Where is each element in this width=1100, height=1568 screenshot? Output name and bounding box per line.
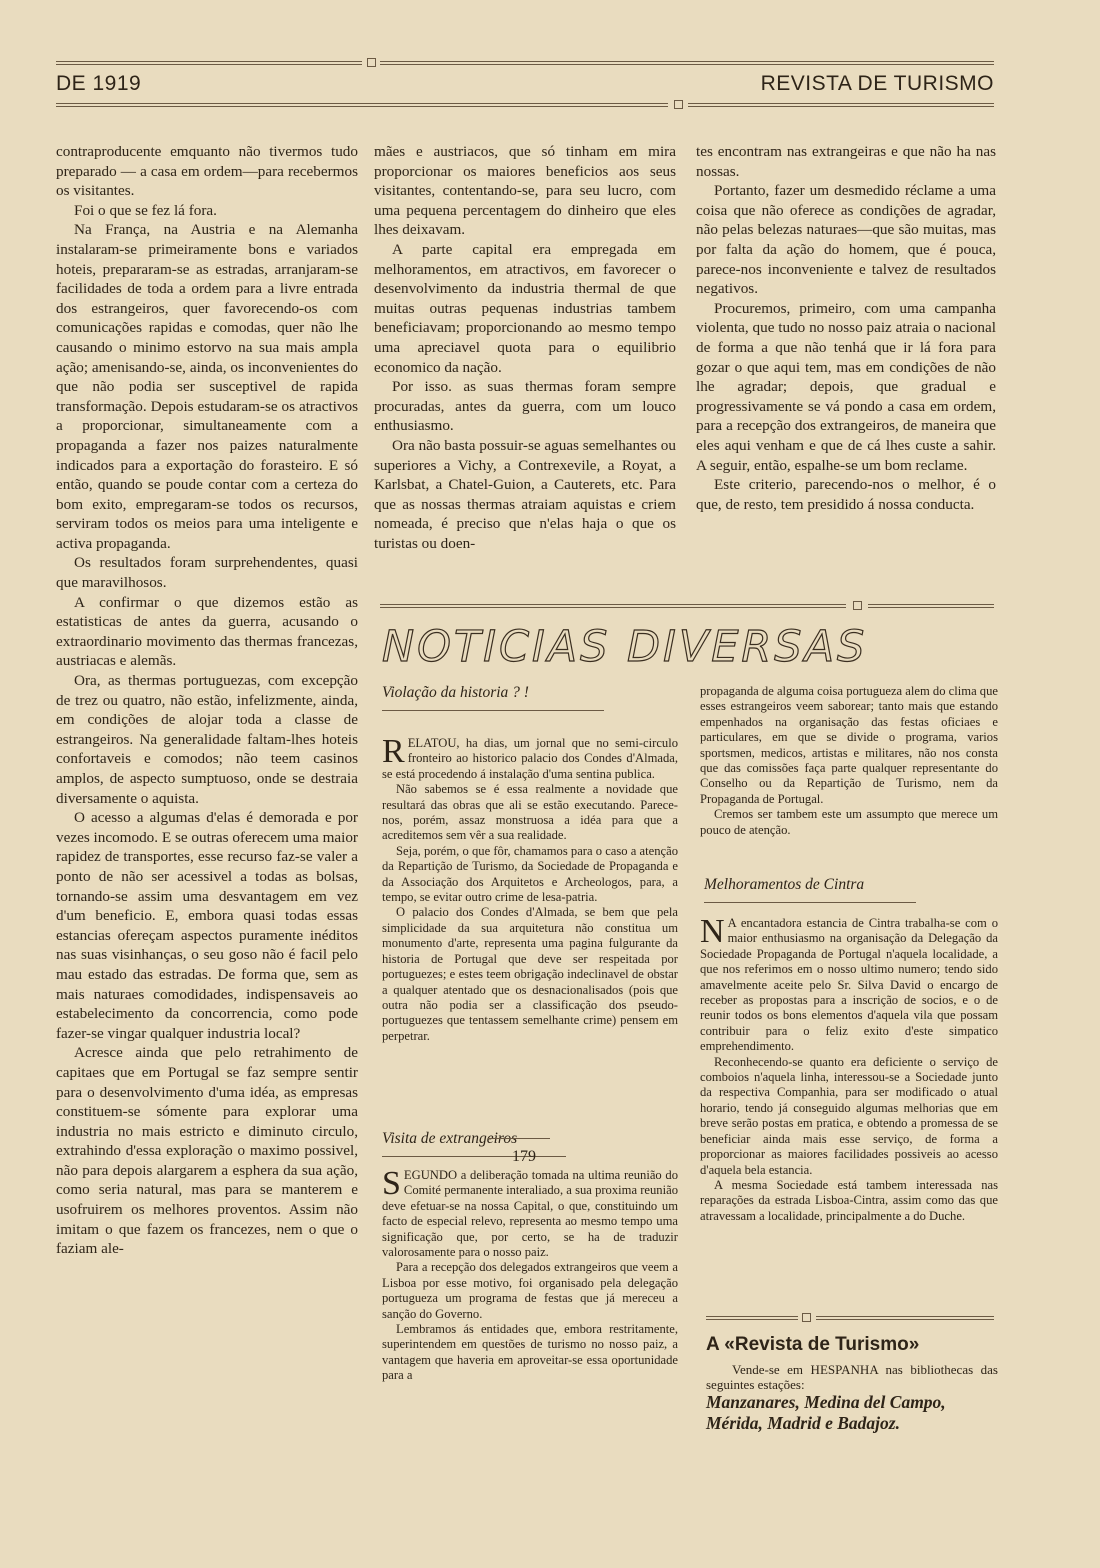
article-para: Para a recepção dos delegados extrangeiros que veem a Lisboa por esse motivo, foi organisado pela delegação portugueza um programa de festas que já mereceu a sanção do Governo. bbox=[382, 1260, 678, 1321]
article-para: propaganda de alguma coisa portugueza alem do clima que esses estrangeiros veem saborear; tanto mais que estando empenhados na organisação das festas oficiaes e particulares, em que se divide o programa, varios sportsmen, medicos, artistas e militares, não nos consta que das comissões faça parte qualquer representante do Conselho ou da Repartição de Turismo, nem da Propaganda de Portugal. bbox=[700, 684, 998, 806]
article-para: Seja, porém, o que fôr, chamamos para o caso a atenção da Repartição de Turismo, da Sociedade de Propaganda e da Associação dos Arquitetos e Archeologos, para, a tempo, se evitar outro crime de lesa-patria. bbox=[382, 843, 678, 905]
col3-para: Este criterio, parecendo-nos o melhor, é o que, de resto, tem presidido á nossa conducta. bbox=[696, 476, 996, 513]
article-para: EGUNDO a deliberação tomada na ultima reunião do Comité permanente interaliado, a sua proxima reunião deve efetuar-se na nossa Capital, o que, constituindo um facto de especial relevo, representa ao mesmo tempo uma significação que, por certo, se ha de traduzir valorosamente para o nosso paiz. bbox=[382, 1168, 678, 1260]
section-rule-left bbox=[380, 604, 846, 608]
header-left: DE 1919 bbox=[56, 72, 142, 95]
article-para: ELATOU, ha dias, um jornal que no semi-circulo fronteiro ao historico palacio dos Condes d'Almada, se está procedendo á instalação d'uma sentina publica. bbox=[382, 736, 678, 781]
ad-rule-ornament bbox=[802, 1313, 811, 1322]
article-para: Não sabemos se é essa realmente a novidade que resultará das obras que ali se estão executando. Parece-nos, porém, assaz monstruosa a idéa para que a acreditemos sem vêr a sua realidade. bbox=[382, 782, 678, 843]
col3-para: Procuremos, primeiro, com uma campanha violenta, que tudo no nosso paiz atraia o nacional de forma a que não tenhá que ir lá fora para gozar o que aqui tem, mas em condições de não lhe agradar; depois, que gradual e progressivamente se vá pondo a casa em ordem, para a recepção dos extrangeiros, de maneira que eles aqui venham e que de cá lhes custe a sahir. A seguir, então, espalhe-se um bom reclame. bbox=[696, 299, 996, 474]
article-continuation bbox=[700, 684, 998, 838]
col1-para: O acesso a algumas d'elas é demorada e por vezes incomodo. E se outras oferecem uma maior rapidez de transportes, esse recurso faz-se valer a ponto de não ser acessivel a todas as bolsas, tornando-se assim uma desvantagem em vez d'um beneficio. E, embora quasi todas essas estancias ofereçam aspectos puramente inéditos nas suas visinhanças, o seu goso não é facil pelo mau estado das estradas. De forma que, sem as mais naturaes comodidades, indispensaveis ao estabelecimento da concorrencia, como pode fazer-se vingar qualquer industria local? bbox=[56, 809, 358, 1042]
col1-para: A confirmar o que dizemos estão as estatisticas de antes da guerra, acusando o extraordinario movimento das thermas francezas, austriacas e alemãs. bbox=[56, 593, 358, 670]
column-2 bbox=[374, 142, 676, 553]
page-number-rule bbox=[488, 1138, 550, 1139]
top-rule-ornament bbox=[367, 58, 376, 67]
header-right: REVISTA DE TURISMO bbox=[760, 72, 994, 95]
col1-para: Os resultados foram surprehendentes, quasi que maravilhosos. bbox=[56, 554, 358, 592]
col2-para: mães e austriacos, que só tinham em mira proporcionar os maiores beneficios aos seus visitantes, contentando-se, para seu lucro, com uma pequena percentagem do dinheiro que eles lhes deixavam. bbox=[374, 143, 676, 239]
article-title-visita: Visita de extrangeiros bbox=[382, 1130, 518, 1147]
col1-para: Na França, na Austria e na Alemanha instalaram-se primeiramente bons e variados hoteis, prepararam-se as estradas, arranjaram-se facilidades de toda a ordem para a livre entrada dos estrangeiros, quer favorecendo-os com comunicações rapidas e comodas, quer não lhe causando o minimo estorvo na sua mais ampla ação; amenisando-se, ainda, os inconvenientes do que não podia ser susceptivel de rapida transformação. Depois estudaram-se os atractivos a proporcionar, simultaneamente com a propaganda a fazer nos paizes naturalmente indicados para a exportação do forasteiro. E só então, quando se poude contar com a certeza do bom exito, empregaram-se todos os recursos, serviram todos os meios para uma inteligente e activa propaganda. bbox=[56, 221, 358, 552]
article-violacao bbox=[382, 733, 678, 1044]
header-rule-right bbox=[688, 103, 994, 107]
article-para: O palacio dos Condes d'Almada, se bem que pela simplicidade da sua arquitetura não constitua um monumento d'arte, representa uma pagina fulgurante da historia de Portugal que deve ser respeitada por portuguezes; e estes teem obrigação indeclinavel de obstar a qualquer atentado que os desnacionalisados (pois que outra não podia ser a classificação dos pseudo-portuguezes que tentassem semelhante crime) pensem em perpetrar. bbox=[382, 905, 678, 1043]
col1-para: Ora, as thermas portuguezas, com excepção de trez ou quatro, não estão, infelizmente, ainda, em condições de alojar toda a classe de estrangeiros. Na generalidade faltam-lhes hoteis confortaveis e comodos; não teem casinos amplos, de aspecto sumptuoso, onde se destraia diversamente o aquista. bbox=[56, 672, 358, 807]
section-banner: NOTICIAS DIVERSAS bbox=[382, 622, 868, 672]
col1-para: Acresce ainda que pelo retrahimento de capitaes que em Portugal se faz sempre sentir para o desenvolvimento d'uma idéa, as empresas constituem-se sómente para explorar uma industria no mais estricto e diminuto circulo, extrahindo d'essa exploração o maximo possivel, não para depois alargarem a esphera da sua ação, como seria natural, mas para se manterem e usofruirem os melhores proventos. Assim não imitam o que fazem os francezes, nem o que o faziam ale- bbox=[56, 1044, 358, 1258]
top-rule-right bbox=[380, 61, 994, 65]
article-para: A encantadora estancia de Cintra trabalha-se com o maior enthusiasmo na organisação da Delegação da Sociedade Propaganda de Portugal n'aquela localidade, a que nos referimos em o nosso ultimo numero; tendo sido amavelmente aceite pelo Sr. Silva David o encargo de receber as propostas para a inscrição de socios, e o de reunir todos os bons elementos d'aquela vila que possam contribuir para o feliz exito d'este simpatico emprehendimento. bbox=[700, 916, 998, 1054]
article-cintra bbox=[700, 913, 998, 1224]
article-visita bbox=[382, 1165, 678, 1384]
article-para: Cremos ser tambem este um assumpto que merece um pouco de atenção. bbox=[700, 807, 998, 837]
ad-title: A «Revista de Turismo» bbox=[706, 1334, 920, 1355]
article-title-violacao: Violação da historia ? ! bbox=[382, 684, 529, 701]
ad-cities: Manzanares, Medina del Campo, Mérida, Madrid e Badajoz. bbox=[706, 1392, 946, 1433]
ad-rule-left bbox=[706, 1316, 798, 1320]
col3-para: Portanto, fazer um desmedido réclame a uma coisa que não oferece as condições de agradar, não pelas belezas naturaes—que são muitas, mas por falta da ação do homem, que é pouca, parece-nos inconveniente e talvez de resultados negativos. bbox=[696, 182, 996, 298]
col2-para: A parte capital era empregada em melhoramentos, em atractivos, em favorecer o desenvolvimento da industria thermal de que muitas outras pequenas industrias tambem beneficiavam; proporcionando ao mesmo tempo uma apreciavel quota para o equilibrio economico da nação. bbox=[374, 240, 676, 376]
col2-para: Ora não basta possuir-se aguas semelhantes ou superiores a Vichy, a Contrexevile, a Royat, a Karlsbat, a Chatel-Guion, a Cauterets, etc. Para que as nossas thermas atraiam aquistas e criem nomeada, é preciso que n'elas haja o que os turistas ou doen- bbox=[374, 436, 676, 552]
col3-para: tes encontram nas extrangeiras e que não ha nas nossas. bbox=[696, 143, 996, 180]
header-rule-ornament bbox=[674, 100, 683, 109]
header-rule-left bbox=[56, 103, 668, 107]
section-rule-ornament bbox=[853, 601, 862, 610]
col1-para: Foi o que se fez lá fora. bbox=[74, 201, 217, 219]
dropcap: N bbox=[700, 913, 725, 950]
article-title-cintra: Melhoramentos de Cintra bbox=[704, 876, 865, 893]
article-title-underline bbox=[382, 710, 604, 711]
page-number: 179 bbox=[512, 1148, 536, 1165]
dropcap: S bbox=[382, 1165, 401, 1202]
article-title-underline bbox=[382, 1156, 566, 1157]
col1-para: contraproducente emquanto não tivermos tudo preparado — a casa em ordem—para recebermos os visitantes. bbox=[56, 143, 358, 200]
article-para: Reconhecendo-se quanto era deficiente o serviço de comboios n'aquela linha, interessou-se a Sociedade junto da respectiva Companhia, para ser modificado o atual horario, tendo já conseguido algumas melhorias que em breve serão postas em pratica, e obtendo a promessa de se beneficiar ainda mais esse serviço, de forma a proporcionar as maiores facilidades possiveis ao acesso d'aquela bela estancia. bbox=[700, 1054, 998, 1177]
column-1 bbox=[56, 142, 358, 1259]
section-rule-right bbox=[868, 604, 994, 608]
article-para: A mesma Sociedade está tambem interessada nas reparações da estrada Lisboa-Cintra, assim como das que atravessam a localidade, principalmente a do Duche. bbox=[700, 1177, 998, 1223]
ad-text: Vende-se em HESPANHA nas bibliothecas das seguintes estações: bbox=[706, 1362, 998, 1392]
article-para: Lembramos ás entidades que, embora restritamente, superintendem em questões de turismo no nosso paiz, a vantagem que haveria em aproveitar-se essa oportunidade para a bbox=[382, 1322, 678, 1383]
column-3 bbox=[696, 142, 996, 514]
top-rule-left bbox=[56, 61, 362, 65]
dropcap: R bbox=[382, 733, 405, 770]
article-title-underline bbox=[704, 902, 916, 903]
ad-rule-right bbox=[816, 1316, 994, 1320]
col2-para: Por isso. as suas thermas foram sempre procuradas, antes da guerra, com um louco enthusiasmo. bbox=[374, 378, 676, 435]
